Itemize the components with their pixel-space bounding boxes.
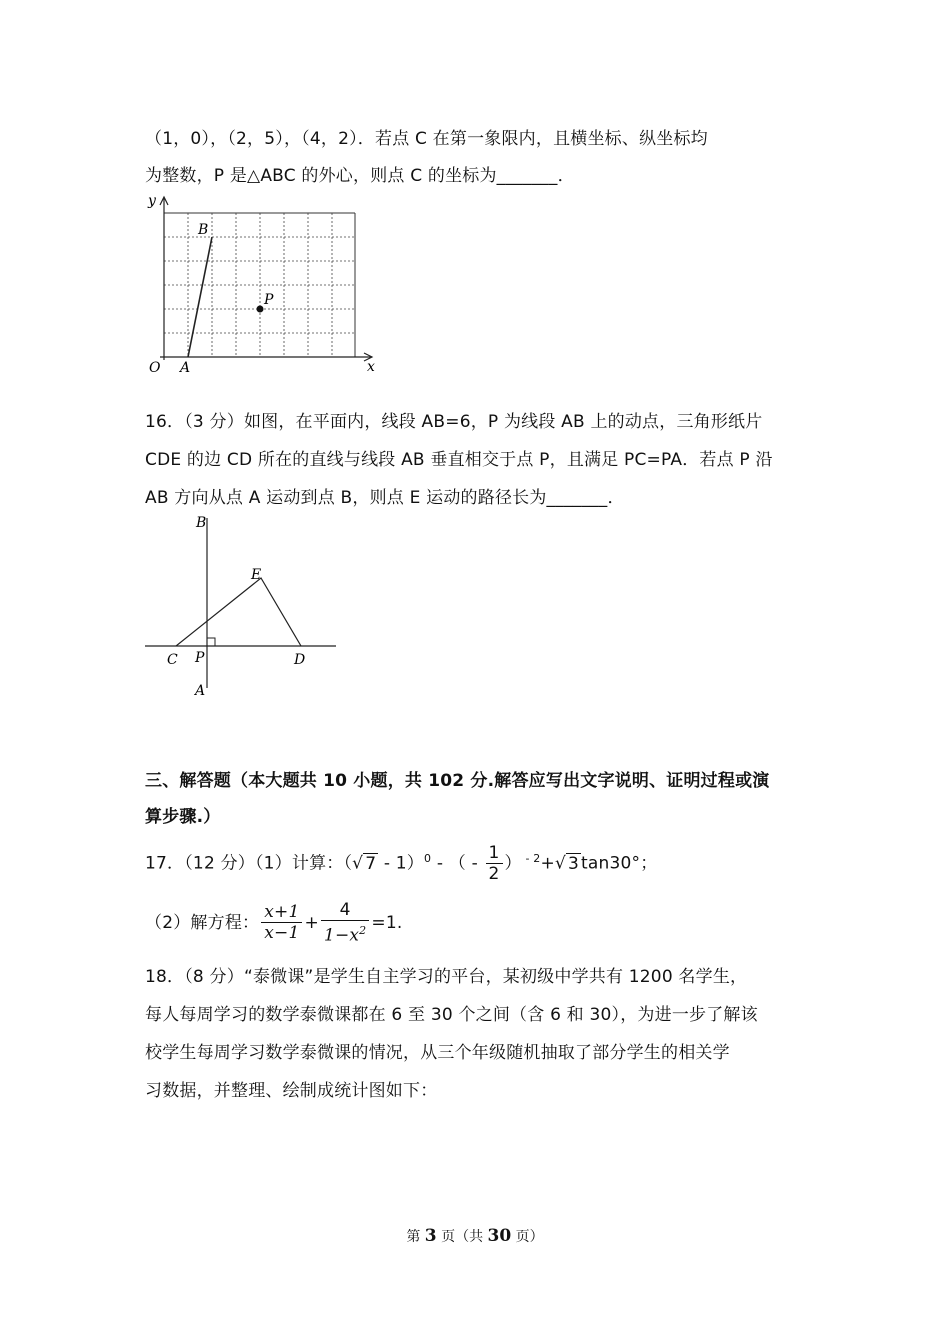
label-P: P — [264, 292, 274, 308]
label-A: A — [195, 683, 206, 699]
q17-f2-den — [321, 921, 369, 946]
label-y: y — [148, 193, 156, 209]
footer-post: 页） — [511, 1229, 544, 1245]
q15-text-line1: （1，0），（2，5），（4，2）．若点 C 在第一象限内，且横坐标、纵坐标均 — [145, 129, 708, 149]
footer-mid: 页（共 — [436, 1229, 488, 1245]
q17-f2-num: 4 — [321, 900, 369, 921]
q17-p1-close: ） — [504, 853, 522, 874]
segment-AB — [188, 237, 212, 357]
q17-fraction-half — [486, 843, 503, 884]
q17-f2-den-exp: 2 — [359, 924, 367, 937]
label-D: D — [294, 652, 306, 668]
label-O: O — [149, 360, 161, 376]
q17-p1-prefix: 17．（12 分）（1）计算：（√ — [145, 853, 364, 874]
q17-f2-den-base: 1−x — [323, 925, 360, 946]
label-A: A — [180, 360, 191, 376]
footer-pre: 第 — [406, 1229, 425, 1245]
q16-triangle-figure — [140, 510, 350, 705]
q17-f1-num: x+1 — [261, 902, 302, 923]
section3-heading-line2: 算步骤.） — [145, 807, 221, 827]
q17-part2 — [145, 900, 402, 946]
q17-part1 — [145, 843, 657, 884]
q18-text-line1: 18．（8 分）“泰微课”是学生自主学习的平台，某初级中学共有 1200 名学生， — [145, 967, 748, 987]
page-footer — [0, 1226, 950, 1246]
q17-p2-prefix: （2）解方程： — [145, 912, 260, 933]
q17-f1-den: x−1 — [264, 923, 300, 944]
q17-plus: + — [304, 912, 319, 933]
triangle-CDE — [176, 578, 301, 646]
label-B: B — [198, 222, 209, 238]
q15-text-line2: 为整数，P 是△ABC 的外心，则点 C 的坐标为_______． — [145, 166, 575, 186]
q17-p1-mid: - 1） — [378, 853, 425, 874]
q16-text-line2: CDE 的边 CD 所在的直线与线段 AB 垂直相交于点 P，且满足 PC=PA．若点 P 沿 — [145, 450, 773, 470]
q17-fraction-1 — [261, 902, 302, 943]
q17-fraction-2 — [321, 900, 369, 946]
label-B: B — [196, 515, 207, 531]
q16-text-line1: 16．（3 分）如图，在平面内，线段 AB=6，P 为线段 AB 上的动点，三角形纸片 — [145, 412, 763, 432]
footer-total-pages: 30 — [487, 1226, 512, 1246]
q18-text-line3: 校学生每周学习数学泰微课的情况，从三个年级随机抽取了部分学生的相关学 — [145, 1043, 730, 1063]
point-P — [257, 306, 264, 313]
q17-exp-0: 0 — [424, 851, 432, 865]
q17-p1-mid2: - （ - — [431, 853, 484, 874]
q17-frac-num: 1 — [486, 843, 503, 864]
label-C: C — [167, 652, 178, 668]
q17-exp-neg2: - 2 — [521, 851, 541, 865]
q17-p2-tail: =1. — [371, 912, 403, 933]
right-angle-mark — [207, 638, 215, 646]
q17-p1-plus: +√ — [540, 853, 566, 874]
label-P: P — [195, 650, 205, 666]
q17-frac-den: 2 — [488, 864, 500, 884]
q17-p1-tail: tan30°； — [581, 853, 658, 874]
q18-text-line4: 习数据，并整理、绘制成统计图如下： — [145, 1081, 438, 1101]
label-x: x — [367, 359, 375, 375]
section3-heading-line1: 三、解答题（本大题共 10 小题，共 102 分.解答应写出文字说明、证明过程或演 — [145, 771, 770, 791]
footer-page-number: 3 — [424, 1226, 437, 1246]
q16-text-line3: AB 方向从点 A 运动到点 B，则点 E 运动的路径长为_______． — [145, 488, 625, 508]
q17-radicand-3: 3 — [568, 853, 580, 874]
q15-grid-figure — [140, 190, 385, 380]
label-E: E — [251, 567, 262, 583]
q18-text-line2: 每人每周学习的数学泰微课都在 6 至 30 个之间（含 6 和 30），为进一步了解该 — [145, 1005, 758, 1025]
q17-radicand-7: 7 — [365, 853, 377, 874]
